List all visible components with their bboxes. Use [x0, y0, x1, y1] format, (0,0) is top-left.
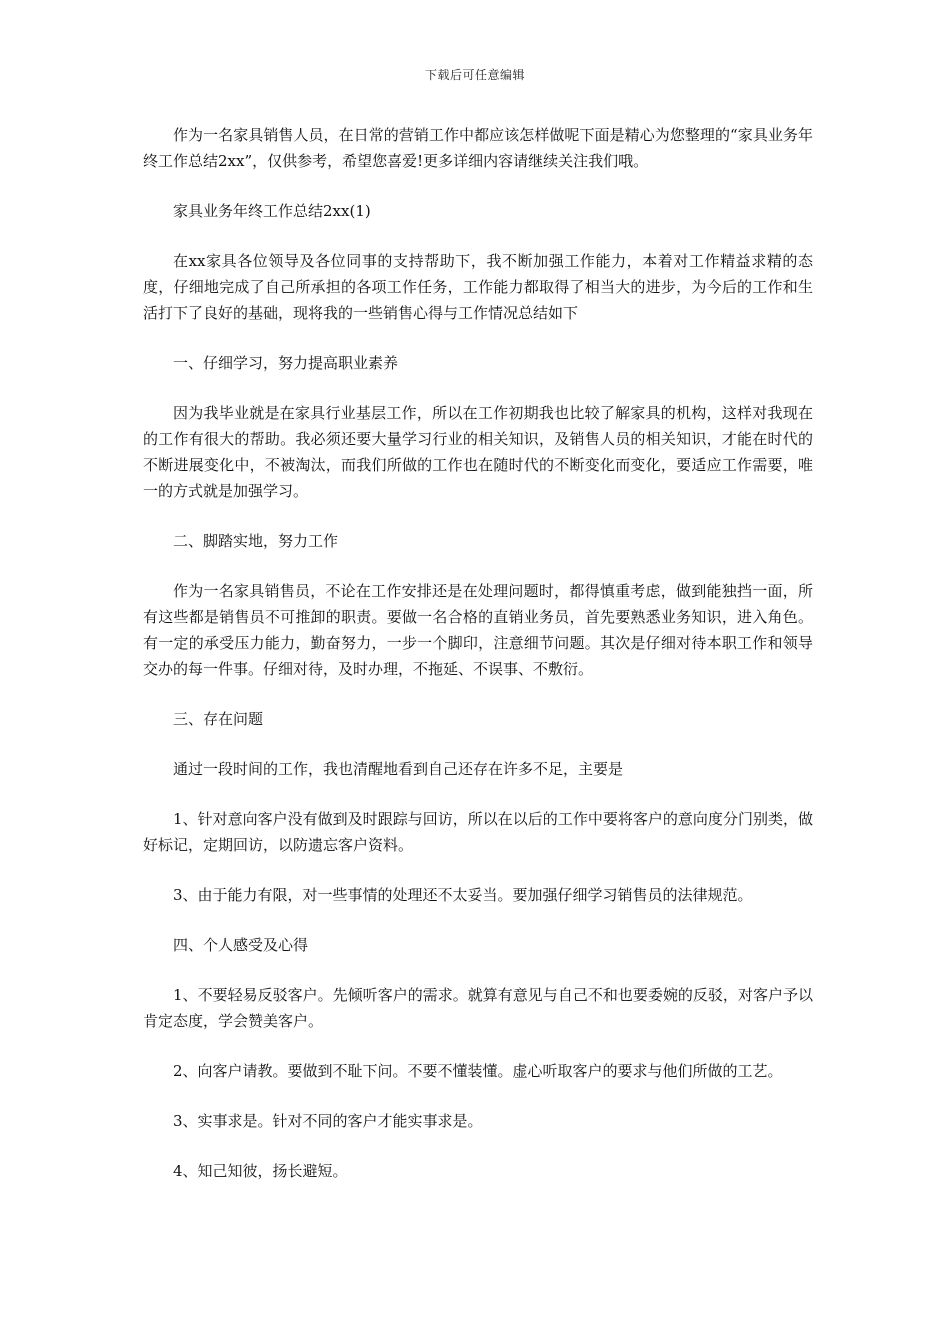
section-3-item-3: 3、由于能力有限，对一些事情的处理还不太妥当。要加强仔细学习销售员的法律规范。 [173, 886, 753, 904]
page-header-note: 下载后可任意编辑 [424, 68, 525, 82]
section-1-text: 因为我毕业就是在家具行业基层工作，所以在工作初期我也比较了解家具的机构，这样对我现在的工作有很大的帮助。我必须还要大量学习行业的相关知识，及销售人员的相关知识，才能在时代的不断进展变化中，不被淘汰，而我们所做的工作也在随时代的不断变化而变化，要适应工作需要，唯一的方式就是加强学习。 [143, 404, 813, 500]
section-4-item-2: 2、向客户请教。要做到不耻下问。不要不懂装懂。虚心听取客户的要求与他们所做的工艺。 [173, 1062, 783, 1080]
document-body [143, 122, 813, 1208]
document-title: 家具业务年终工作总结2xx(1) [173, 202, 371, 220]
section-3-heading: 三、存在问题 [173, 710, 264, 728]
section-4-item-4: 4、知己知彼，扬长避短。 [173, 1162, 348, 1180]
section-4-item-3: 3、实事求是。针对不同的客户才能实事求是。 [173, 1112, 483, 1130]
section-3-intro: 通过一段时间的工作，我也清醒地看到自己还存在许多不足，主要是 [173, 760, 624, 778]
section-2-heading: 二、脚踏实地，努力工作 [173, 532, 339, 550]
section-2-text: 作为一名家具销售员，不论在工作安排还是在处理问题时，都得慎重考虑，做到能独挡一面，所有这些都是销售员不可推卸的职责。要做一名合格的直销业务员，首先要熟悉业务知识，进入角色。有一定的承受压力能力，勤奋努力，一步一个脚印，注意细节问题。其次是仔细对待本职工作和领导交办的每一件事。仔细对待，及时办理，不拖延、不误事、不敷衍。 [143, 582, 813, 678]
section-1-heading: 一、仔细学习，努力提高职业素养 [173, 354, 399, 372]
intro-paragraph: 作为一名家具销售人员，在日常的营销工作中都应该怎样做呢下面是精心为您整理的“家具业务年终工作总结2xx”，仅供参考，希望您喜爱!更多详细内容请继续关注我们哦。 [143, 126, 813, 170]
section-4-heading: 四、个人感受及心得 [173, 936, 309, 954]
paragraph-1: 在xx家具各位领导及各位同事的支持帮助下，我不断加强工作能力，本着对工作精益求精的态度，仔细地完成了自己所承担的各项工作任务，工作能力都取得了相当大的进步，为今后的工作和生活打下了良好的基础，现将我的一些销售心得与工作情况总结如下 [143, 252, 813, 322]
section-4-item-1: 1、不要轻易反驳客户。先倾听客户的需求。就算有意见与自己不和也要委婉的反驳，对客户予以肯定态度，学会赞美客户。 [143, 986, 813, 1030]
section-3-item-1: 1、针对意向客户没有做到及时跟踪与回访，所以在以后的工作中要将客户的意向度分门别类，做好标记，定期回访，以防遗忘客户资料。 [143, 810, 813, 854]
